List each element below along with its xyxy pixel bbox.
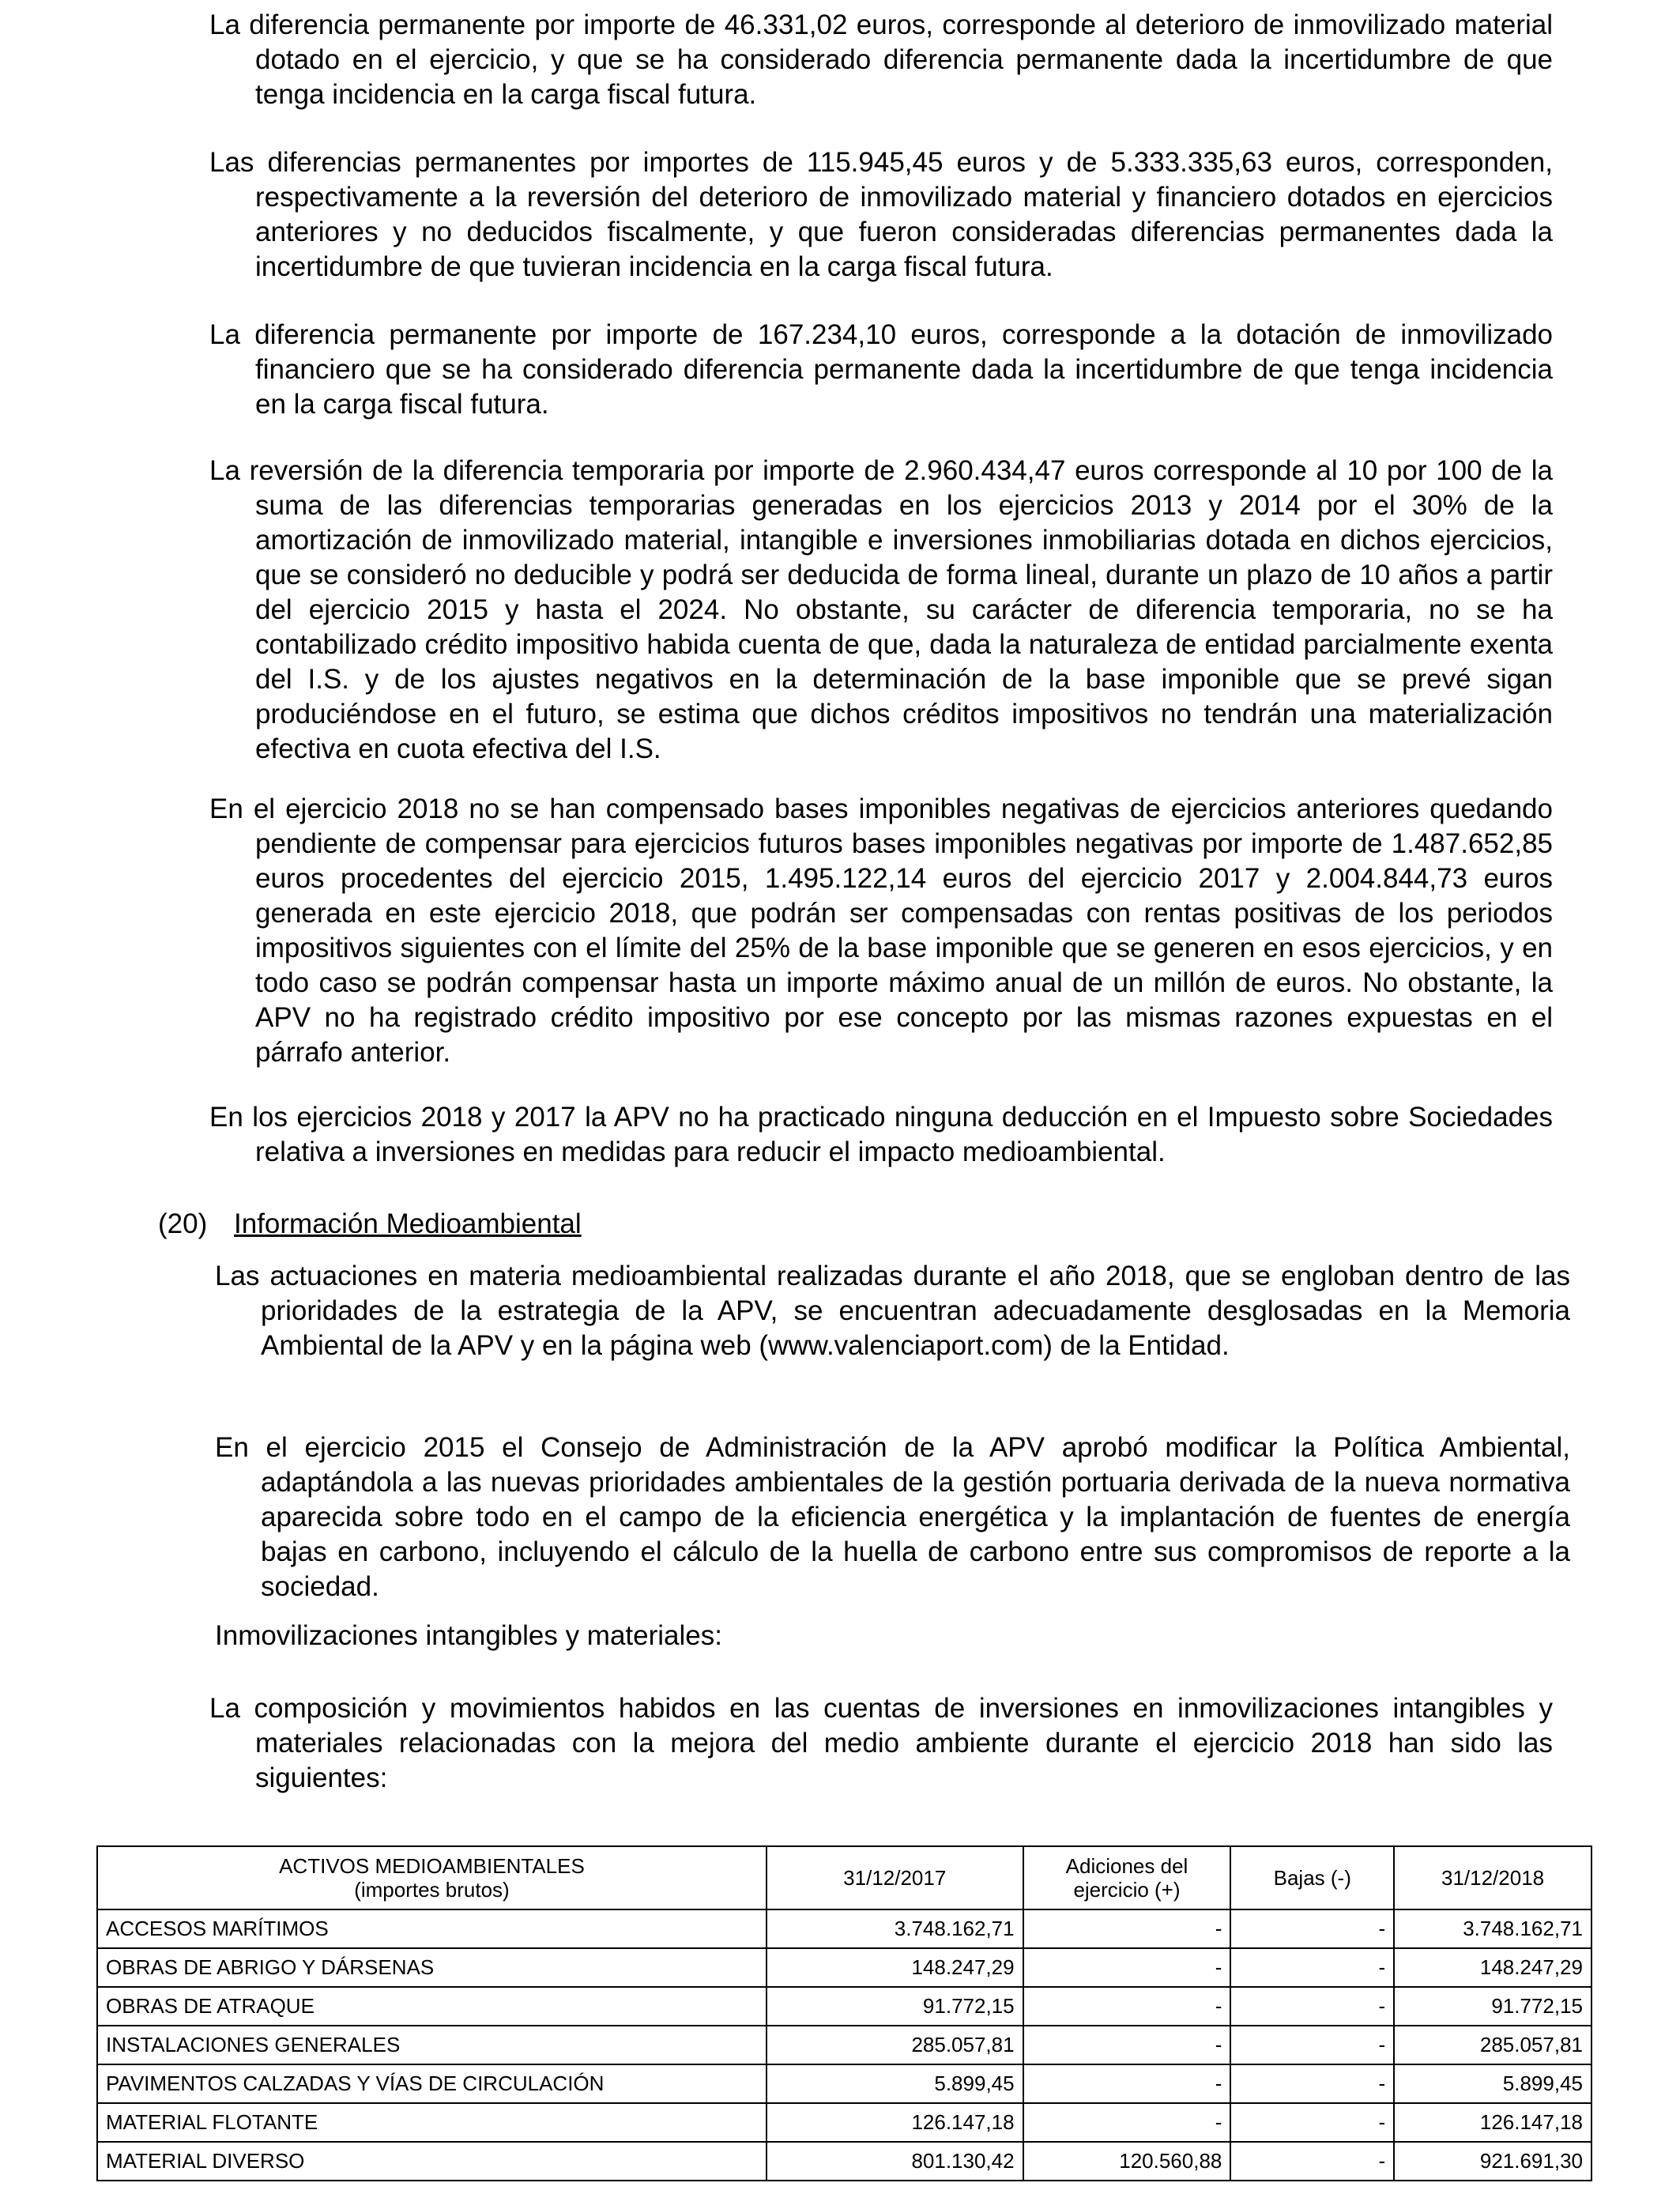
cell-adiciones: - [1023,1987,1231,2026]
cell-2017: 801.130,42 [767,2142,1023,2181]
cell-activo: ACCESOS MARÍTIMOS [97,1909,767,1948]
cell-activo: OBRAS DE ABRIGO Y DÁRSENAS [97,1948,767,1987]
cell-2018: 148.247,29 [1394,1948,1591,1987]
cell-adiciones: - [1023,2026,1231,2064]
cell-adiciones: - [1023,2064,1231,2103]
header-2018: 31/12/2018 [1394,1846,1591,1909]
cell-2018: 3.748.162,71 [1394,1909,1591,1948]
cell-2017: 285.057,81 [767,2026,1023,2064]
paragraph-deducciones: En los ejercicios 2018 y 2017 la APV no ha practicado ninguna deducción en el Impuesto sobre Sociedades relativa a inversiones en medidas para reducir el impacto medioambiental. [209,1102,1553,1167]
cell-adiciones: - [1023,1948,1231,1987]
cell-2017: 148.247,29 [767,1948,1023,1987]
header-2017: 31/12/2017 [767,1846,1023,1909]
cell-bajas: - [1230,2103,1394,2142]
table-row [97,1987,1591,2026]
header-bajas: Bajas (-) [1230,1846,1394,1909]
cell-adiciones: 120.560,88 [1023,2142,1231,2181]
cell-bajas: - [1230,2064,1394,2103]
cell-bajas: - [1230,2142,1394,2181]
header-adiciones: Adiciones del ejercicio (+) [1023,1846,1231,1909]
paragraph-bases-imponibles: En el ejercicio 2018 no se han compensado bases imponibles negativas de ejercicios anteriores quedando pendiente de compensar para ejercicios futuros bases imponibles negativas por importe de 1.487.652,85 euros procedentes del ejercicio 2015, 1.495.122,14 euros del ejercicio 2017 y 2.004.844,73 euros generada en este ejercicio 2018, que podrán ser compensadas con rentas positivas de los periodos impositivos siguientes con el límite del 25% de la base imponible que se generen en esos ejercicios, y en todo caso se podrán compensar hasta un importe máximo anual de un millón de euros. No obstante, la APV no ha registrado crédito impositivo por ese concepto por las mismas razones expuestas en el párrafo anterior. [209,794,1553,1068]
cell-bajas: - [1230,1909,1394,1948]
cell-2017: 126.147,18 [767,2103,1023,2142]
cell-activo: MATERIAL DIVERSO [97,2142,767,2181]
paragraph-deterioro-dotado: La diferencia permanente por importe de 46.331,02 euros, corresponde al deterioro de inmovilizado material dotado en el ejercicio, y que se ha considerado diferencia permanente dada la incertidumbre de que tenga incidencia en la carga fiscal futura. [209,9,1553,110]
cell-activo: OBRAS DE ATRAQUE [97,1987,767,2026]
table-row [97,2064,1591,2103]
table-row [97,2103,1591,2142]
cell-adiciones: - [1023,2103,1231,2142]
cell-activo: INSTALACIONES GENERALES [97,2026,767,2064]
cell-2018: 126.147,18 [1394,2103,1591,2142]
paragraph-composicion: La composición y movimientos habidos en las cuentas de inversiones en inmovilizaciones intangibles y materiales relacionadas con la mejora del medio ambiente durante el ejercicio 2018 han sido las siguientes: [209,1693,1553,1793]
paragraph-reversion-temporaria: La reversión de la diferencia temporaria por importe de 2.960.434,47 euros corresponde al 10 por 100 de la suma de las diferencias temporarias generadas en los ejercicios 2013 y 2014 por el 30% de la amortización de inmovilizado material, intangible e inversiones inmobiliarias dotada en dichos ejercicios, que se consideró no deducible y podrá ser deducida de forma lineal, durante un plazo de 10 años a partir del ejercicio 2015 y hasta el 2024. No obstante, su carácter de diferencia temporaria, no se ha contabilizado crédito impositivo habida cuenta de que, dada la naturaleza de entidad parcialmente exenta del I.S. y de los ajustes negativos en la determinación de la base imponible que se prevé sigan produciéndose en el futuro, se estima que dichos créditos impositivos no tendrán una materialización efectiva en cuota efectiva del I.S. [209,455,1553,764]
paragraph-dotacion-financiero: La diferencia permanente por importe de 167.234,10 euros, corresponde a la dotación de inmovilizado financiero que se ha considerado diferencia permanente dada la incertidumbre de que tenga incidencia en la carga fiscal futura. [209,319,1553,420]
cell-2018: 5.899,45 [1394,2064,1591,2103]
cell-activo: PAVIMENTOS CALZADAS Y VÍAS DE CIRCULACIÓN [97,2064,767,2103]
cell-2017: 5.899,45 [767,2064,1023,2103]
cell-2017: 91.772,15 [767,1987,1023,2026]
cell-bajas: - [1230,1987,1394,2026]
cell-bajas: - [1230,2026,1394,2064]
paragraph-actuaciones: Las actuaciones en materia medioambiental realizadas durante el año 2018, que se engloban dentro de las prioridades de la estrategia de la APV, se encuentran adecuadamente desglosadas en la Memoria Ambiental de la APV y en la página web (www.valenciaport.com) de la Entidad. [215,1261,1570,1361]
section-heading [158,1207,582,1242]
cell-2018: 91.772,15 [1394,1987,1591,2026]
cell-bajas: - [1230,1948,1394,1987]
cell-2018: 921.691,30 [1394,2142,1591,2181]
paragraph-politica-ambiental: En el ejercicio 2015 el Consejo de Administración de la APV aprobó modificar la Política Ambiental, adaptándola a las nuevas prioridades ambientales de la gestión portuaria derivada de la nueva normativa aparecida sobre todo en el campo de la eficiencia energética y la implantación de fuentes de energía bajas en carbono, incluyendo el cálculo de la huella de carbono entre sus compromisos de reporte a la sociedad. [215,1432,1570,1602]
section-title: Información Medioambiental [234,1208,582,1239]
header-activos: ACTIVOS MEDIOAMBIENTALES (importes brutos) [97,1846,767,1909]
cell-activo: MATERIAL FLOTANTE [97,2103,767,2142]
table-row [97,1909,1591,1948]
table-row [97,2026,1591,2064]
cell-2017: 3.748.162,71 [767,1909,1023,1948]
table-row [97,1948,1591,1987]
cell-2018: 285.057,81 [1394,2026,1591,2064]
table-header-row [97,1846,1591,1909]
table-row [97,2142,1591,2181]
paragraph-reversion-deterioro: Las diferencias permanentes por importes de 115.945,45 euros y de 5.333.335,63 euros, corresponden, respectivamente a la reversión del deterioro de inmovilizado material y financiero dotados en ejercicios anteriores y no deducidos fiscalmente, y que fueron consideradas diferencias permanentes dada la incertidumbre de que tuvieran incidencia en la carga fiscal futura. [209,147,1553,282]
paragraph-inmovilizaciones-label: Inmovilizaciones intangibles y materiales: [215,1620,722,1651]
cell-adiciones: - [1023,1909,1231,1948]
section-number: (20) [158,1208,208,1239]
environmental-assets-table [96,1845,1592,2181]
